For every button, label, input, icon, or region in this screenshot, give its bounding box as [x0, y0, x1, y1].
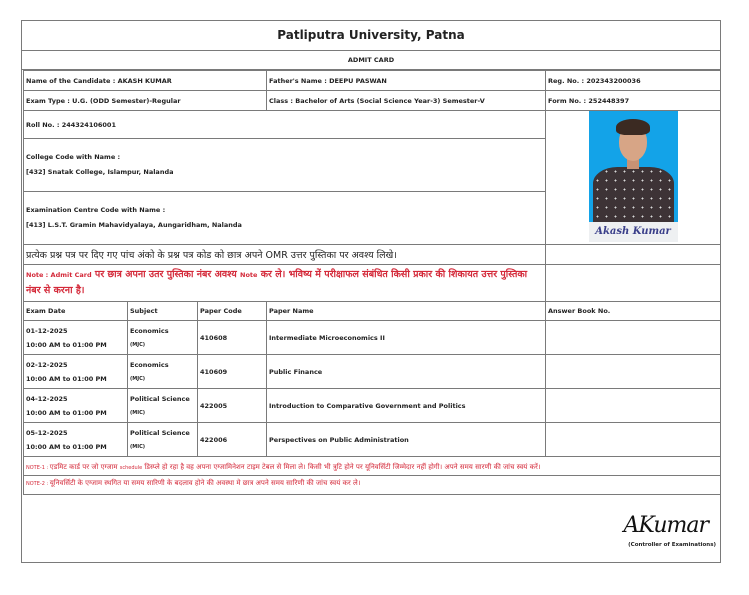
centre-value: [413] L.S.T. Gramin Mahavidyalaya, Aungaridham, Nalanda: [26, 220, 242, 229]
instruction-row: [24, 245, 721, 265]
answer-book-number: [546, 423, 721, 457]
column-header: Answer Book No.: [546, 302, 721, 321]
column-header: Paper Code: [198, 302, 267, 321]
father-name: Father's Name : DEEPU PASWAN: [267, 71, 546, 91]
column-header: Exam Date: [24, 302, 128, 321]
class-info: Class : Bachelor of Arts (Social Science Year-3) Semester-V: [267, 91, 546, 111]
exam-date: 04-12-2025: [26, 394, 68, 403]
paper-code: 410609: [198, 355, 267, 389]
answer-book-number: [546, 321, 721, 355]
document-title: ADMIT CARD: [22, 51, 720, 70]
registration-number: Reg. No. : 202343200036: [546, 71, 721, 91]
college-heading: College Code with Name :: [26, 152, 121, 161]
exam-table-header: [24, 302, 721, 321]
answer-book-note: Note : Admit Card पर छात्र अपना उतर पुस्तिका नंबर अवश्य Note कर ले। भविष्य में परीक्षाफल संबंधित किसी प्रकार की शिकायत उत्तर पुस्तिका नंबर से करना है।: [24, 265, 546, 302]
paper-type: (MIC): [130, 443, 146, 450]
paper-type: (MJC): [130, 341, 146, 348]
answer-book-number: [546, 355, 721, 389]
paper-name: Intermediate Microeconomics II: [267, 321, 546, 355]
footnote-1: NOTE-1 : एडमिट कार्ड पर जो एग्जाम schedule डिस्प्ले हो रहा है वह अपना एग्जामिनेशन टाइम टेबल से मिला ले। किसी भी त्रुटि होने पर यूनिवर्सिटी जिम्मेदार नहीं होगी। अपने समय सारणी की जांच स्वयं करें।: [24, 457, 721, 476]
exam-date: 05-12-2025: [26, 428, 68, 437]
candidate-row-2: [24, 91, 721, 111]
exam-time: 10:00 AM to 01:00 PM: [26, 374, 107, 383]
subject: Political Science: [130, 428, 190, 437]
exam-date: 02-12-2025: [26, 360, 68, 369]
subject: Economics: [130, 360, 169, 369]
exam-time: 10:00 AM to 01:00 PM: [26, 408, 107, 417]
candidate-row-1: [24, 71, 721, 91]
exam-row: [24, 423, 721, 457]
paper-name: Perspectives on Public Administration: [267, 423, 546, 457]
candidate-photo: [589, 111, 678, 242]
form-number: Form No. : 252448397: [546, 91, 721, 111]
candidate-name: Name of the Candidate : AKASH KUMAR: [24, 71, 267, 91]
photo-cell: [546, 111, 721, 245]
exam-row: [24, 389, 721, 423]
footnote-row-2: [24, 476, 721, 495]
answer-book-number: [546, 389, 721, 423]
paper-code: 422006: [198, 423, 267, 457]
university-title: Patliputra University, Patna: [22, 21, 720, 51]
paper-type: (MIC): [130, 409, 146, 416]
signatory-block: [623, 513, 716, 548]
exam-time: 10:00 AM to 01:00 PM: [26, 442, 107, 451]
candidate-signature: Akash Kumar: [589, 222, 678, 242]
college-info: [24, 139, 546, 191]
omr-instruction: प्रत्येक प्रश्न पत्र पर दिए गए पांच अंको के प्रश्न पत्र कोड को छात्र अपने OMR उत्तर पुस्तिका पर अवश्य लिखे।: [24, 245, 546, 265]
footnote-2: NOTE-2 : यूनिवर्सिटी के एग्जाम स्थगित या समय सारिणी के बदलाव होने की अवस्था मे छात्र अपने समय सारिणी की जांच स्वयं कर ले।: [24, 476, 721, 495]
footnote-row-1: [24, 457, 721, 476]
exam-type: Exam Type : U.G. (ODD Semester)-Regular: [24, 91, 267, 111]
roll-row: [24, 111, 721, 139]
subject: Economics: [130, 326, 169, 335]
subject: Political Science: [130, 394, 190, 403]
paper-code: 422005: [198, 389, 267, 423]
admit-card: [21, 20, 721, 563]
centre-info: [24, 191, 546, 244]
controller-signature: AKumar: [623, 513, 708, 538]
controller-designation: (Controller of Examinations): [628, 542, 716, 548]
column-header: Subject: [128, 302, 198, 321]
exam-date: 01-12-2025: [26, 326, 68, 335]
note-row: [24, 265, 721, 302]
paper-name: Introduction to Comparative Government and Politics: [267, 389, 546, 423]
exam-time: 10:00 AM to 01:00 PM: [26, 340, 107, 349]
centre-heading: Examination Centre Code with Name :: [26, 205, 166, 214]
admit-card-table: [23, 70, 721, 495]
paper-type: (MJC): [130, 375, 146, 382]
exam-row: [24, 321, 721, 355]
paper-name: Public Finance: [267, 355, 546, 389]
column-header: Paper Name: [267, 302, 546, 321]
paper-code: 410608: [198, 321, 267, 355]
college-value: [432] Snatak College, Islampur, Nalanda: [26, 167, 174, 176]
roll-number: Roll No. : 244324106001: [24, 111, 546, 139]
exam-row: [24, 355, 721, 389]
